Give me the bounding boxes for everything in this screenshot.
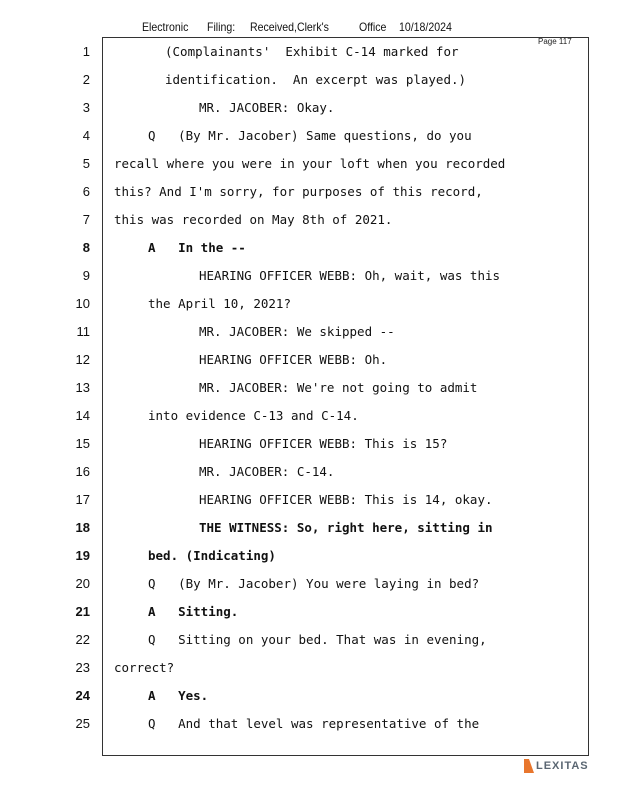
transcript-line <box>0 100 618 120</box>
transcript-line <box>0 72 618 92</box>
line-text: HEARING OFFICER WEBB: Oh, wait, was this <box>199 268 501 283</box>
stamp-filing: Filing: <box>207 20 236 34</box>
page-number: Page 117 <box>538 37 572 46</box>
line-number: 8 <box>82 240 90 255</box>
transcript-line <box>0 716 618 736</box>
line-text: identification. An excerpt was played.) <box>165 72 467 87</box>
line-number: 22 <box>75 632 90 647</box>
transcript-line <box>0 492 618 512</box>
line-number: 25 <box>75 716 90 731</box>
transcript-line <box>0 240 618 260</box>
line-number: 16 <box>75 464 90 479</box>
transcript-line <box>0 688 618 708</box>
line-number: 4 <box>82 128 90 143</box>
line-number: 7 <box>82 212 90 227</box>
line-number: 6 <box>82 184 90 199</box>
line-text: this was recorded on May 8th of 2021. <box>114 212 393 227</box>
line-text: HEARING OFFICER WEBB: This is 14, okay. <box>199 492 493 507</box>
line-number: 10 <box>75 296 90 311</box>
lexitas-logo <box>524 759 589 773</box>
line-number: 21 <box>75 604 90 619</box>
line-text: MR. JACOBER: We're not going to admit <box>199 380 478 395</box>
line-text: recall where you were in your loft when you recorded <box>114 156 506 171</box>
line-number: 24 <box>75 688 90 703</box>
line-number: 15 <box>75 436 90 451</box>
transcript-line <box>0 184 618 204</box>
line-number: 18 <box>75 520 90 535</box>
transcript-line <box>0 408 618 428</box>
stamp-electronic: Electronic <box>142 20 189 34</box>
transcript-line <box>0 324 618 344</box>
transcript-line <box>0 436 618 456</box>
line-text: correct? <box>114 660 175 675</box>
transcript-line <box>0 660 618 680</box>
line-text: MR. JACOBER: Okay. <box>199 100 335 115</box>
line-number: 9 <box>82 268 90 283</box>
transcript-line <box>0 520 618 540</box>
line-text: this? And I'm sorry, for purposes of this record, <box>114 184 483 199</box>
line-text: HEARING OFFICER WEBB: Oh. <box>199 352 388 367</box>
transcript-line <box>0 632 618 652</box>
line-number: 2 <box>82 72 90 87</box>
transcript-line <box>0 296 618 316</box>
lexitas-logo-icon <box>524 759 534 773</box>
line-number: 5 <box>82 156 90 171</box>
line-text: THE WITNESS: So, right here, sitting in <box>199 520 493 535</box>
line-text: Q (By Mr. Jacober) Same questions, do you <box>148 128 472 143</box>
line-number: 13 <box>75 380 90 395</box>
transcript-line <box>0 380 618 400</box>
line-text: Q Sitting on your bed. That was in evening, <box>148 632 487 647</box>
transcript-line <box>0 128 618 148</box>
line-number: 17 <box>75 492 90 507</box>
line-number: 12 <box>75 352 90 367</box>
transcript-line <box>0 156 618 176</box>
line-number: 19 <box>75 548 90 563</box>
line-text: into evidence C-13 and C-14. <box>148 408 359 423</box>
line-number: 3 <box>82 100 90 115</box>
line-text: MR. JACOBER: We skipped -- <box>199 324 395 339</box>
transcript-line <box>0 44 618 64</box>
transcript-line <box>0 352 618 372</box>
stamp-received: Received,Clerk's <box>250 20 329 34</box>
line-text: bed. (Indicating) <box>148 548 276 563</box>
line-text: the April 10, 2021? <box>148 296 291 311</box>
line-number: 20 <box>75 576 90 591</box>
line-number: 1 <box>82 44 90 59</box>
line-number: 11 <box>76 324 90 339</box>
transcript-line <box>0 576 618 596</box>
line-text: (Complainants' Exhibit C-14 marked for <box>165 44 459 59</box>
line-number: 23 <box>75 660 90 675</box>
transcript-line <box>0 268 618 288</box>
line-text: HEARING OFFICER WEBB: This is 15? <box>199 436 448 451</box>
line-text: Q And that level was representative of the <box>148 716 480 731</box>
line-text: A Sitting. <box>148 604 239 619</box>
line-text: A Yes. <box>148 688 209 703</box>
transcript-line <box>0 604 618 624</box>
line-text: A In the -- <box>148 240 246 255</box>
line-text: Q (By Mr. Jacober) You were laying in bed? <box>148 576 480 591</box>
transcript-line <box>0 212 618 232</box>
transcript-line <box>0 464 618 484</box>
lexitas-logo-text: LEXITAS <box>536 760 589 772</box>
stamp-date: 10/18/2024 <box>399 20 452 34</box>
transcript-line <box>0 548 618 568</box>
line-number: 14 <box>75 408 90 423</box>
stamp-office: Office <box>359 20 387 34</box>
line-text: MR. JACOBER: C-14. <box>199 464 335 479</box>
